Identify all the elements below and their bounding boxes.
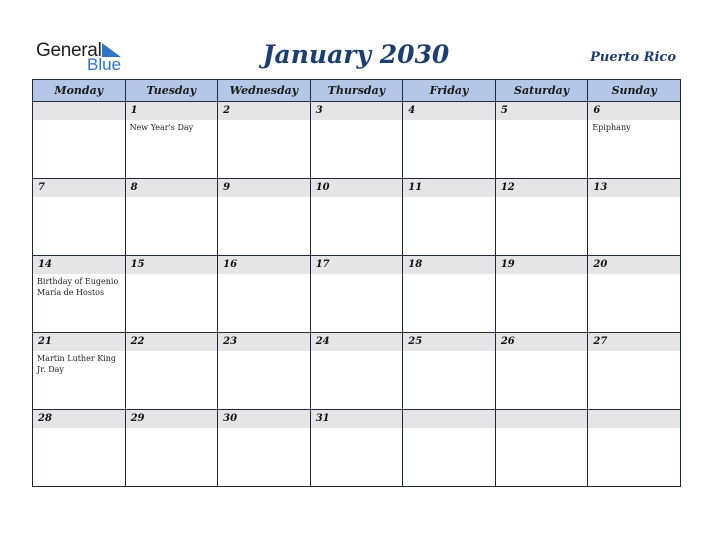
day-cell <box>125 333 218 410</box>
calendar-title: January 2030 <box>262 40 450 69</box>
day-cell <box>310 410 403 487</box>
day-number <box>33 102 125 120</box>
weekday-header-row <box>33 80 681 102</box>
weekday-header: Wednesday <box>218 80 311 102</box>
holiday-label <box>311 351 403 353</box>
day-number: 7 <box>33 179 125 197</box>
holiday-label <box>33 428 125 430</box>
day-number: 29 <box>126 410 218 428</box>
holiday-label <box>496 351 588 353</box>
day-number: 14 <box>33 256 125 274</box>
day-number <box>403 410 495 428</box>
day-number: 11 <box>403 179 495 197</box>
weekday-header: Saturday <box>495 80 588 102</box>
day-cell <box>125 256 218 333</box>
weekday-header: Friday <box>403 80 496 102</box>
weekday-header: Tuesday <box>125 80 218 102</box>
day-cell <box>495 333 588 410</box>
day-cell <box>218 102 311 179</box>
day-number: 1 <box>126 102 218 120</box>
day-number: 21 <box>33 333 125 351</box>
day-cell <box>588 333 681 410</box>
day-cell <box>403 102 496 179</box>
day-cell <box>218 333 311 410</box>
holiday-label: Birthday of Eugenio María de Hostos <box>37 277 119 297</box>
holiday-label <box>33 197 125 199</box>
holiday-label <box>311 197 403 199</box>
day-number: 30 <box>218 410 310 428</box>
day-cell <box>588 256 681 333</box>
day-cell <box>403 333 496 410</box>
holiday-label <box>218 120 310 122</box>
day-cell <box>218 256 311 333</box>
holiday-label <box>218 351 310 353</box>
day-cell <box>33 179 126 256</box>
logo-text-blue: Blue <box>87 55 122 74</box>
day-number: 31 <box>311 410 403 428</box>
day-number: 8 <box>126 179 218 197</box>
week-row <box>33 102 681 179</box>
week-row <box>33 333 681 410</box>
day-number: 2 <box>218 102 310 120</box>
logo-text-general: General <box>36 40 102 61</box>
day-number: 9 <box>218 179 310 197</box>
day-number: 25 <box>403 333 495 351</box>
day-number: 24 <box>311 333 403 351</box>
day-cell <box>310 179 403 256</box>
holiday-label <box>588 274 680 276</box>
day-number: 13 <box>588 179 680 197</box>
day-cell <box>403 256 496 333</box>
week-row <box>33 256 681 333</box>
holiday-label <box>218 274 310 276</box>
holiday-label <box>126 197 218 199</box>
day-number: 26 <box>496 333 588 351</box>
holiday-label <box>496 120 588 122</box>
day-cell <box>125 179 218 256</box>
day-number: 18 <box>403 256 495 274</box>
day-number: 28 <box>33 410 125 428</box>
day-cell <box>495 410 588 487</box>
day-number: 15 <box>126 256 218 274</box>
holiday-label <box>33 120 125 122</box>
day-cell <box>310 102 403 179</box>
holiday-label <box>496 428 588 430</box>
holiday-label: Martin Luther King Jr. Day <box>37 354 116 374</box>
day-number: 19 <box>496 256 588 274</box>
holiday-label: New Year's Day <box>129 123 194 132</box>
calendar-grid <box>32 79 681 487</box>
holiday-label <box>403 120 495 122</box>
day-number <box>588 410 680 428</box>
day-cell <box>310 256 403 333</box>
holiday-label <box>126 351 218 353</box>
holiday-label <box>588 428 680 430</box>
weekday-header: Thursday <box>310 80 403 102</box>
day-cell <box>495 179 588 256</box>
holiday-label <box>588 197 680 199</box>
holiday-label <box>496 274 588 276</box>
day-cell <box>33 256 126 333</box>
day-cell <box>218 179 311 256</box>
day-number: 6 <box>588 102 680 120</box>
day-cell <box>310 333 403 410</box>
day-cell <box>495 102 588 179</box>
day-number: 10 <box>311 179 403 197</box>
holiday-label <box>403 197 495 199</box>
holiday-label <box>126 428 218 430</box>
day-cell <box>33 102 126 179</box>
day-cell <box>33 410 126 487</box>
holiday-label <box>403 351 495 353</box>
day-cell <box>125 102 218 179</box>
day-number: 4 <box>403 102 495 120</box>
holiday-label <box>126 274 218 276</box>
day-number: 16 <box>218 256 310 274</box>
holiday-label <box>403 428 495 430</box>
day-number <box>496 410 588 428</box>
holiday-label <box>311 274 403 276</box>
calendar-weeks <box>33 102 681 487</box>
day-cell <box>588 179 681 256</box>
day-cell <box>33 333 126 410</box>
day-number: 22 <box>126 333 218 351</box>
region-label: Puerto Rico <box>590 50 676 65</box>
holiday-label <box>218 197 310 199</box>
holiday-label <box>588 351 680 353</box>
holiday-label <box>218 428 310 430</box>
day-number: 3 <box>311 102 403 120</box>
day-cell <box>403 179 496 256</box>
week-row <box>33 179 681 256</box>
day-cell <box>125 410 218 487</box>
day-cell <box>588 410 681 487</box>
holiday-label <box>311 428 403 430</box>
day-cell <box>403 410 496 487</box>
holiday-label: Epiphany <box>592 123 631 132</box>
holiday-label <box>403 274 495 276</box>
day-cell <box>495 256 588 333</box>
day-number: 12 <box>496 179 588 197</box>
weekday-header: Monday <box>33 80 126 102</box>
day-number: 23 <box>218 333 310 351</box>
week-row <box>33 410 681 487</box>
day-number: 5 <box>496 102 588 120</box>
day-number: 27 <box>588 333 680 351</box>
weekday-header: Sunday <box>588 80 681 102</box>
day-cell <box>218 410 311 487</box>
holiday-label <box>311 120 403 122</box>
day-number: 17 <box>311 256 403 274</box>
holiday-label <box>496 197 588 199</box>
day-number: 20 <box>588 256 680 274</box>
day-cell <box>588 102 681 179</box>
